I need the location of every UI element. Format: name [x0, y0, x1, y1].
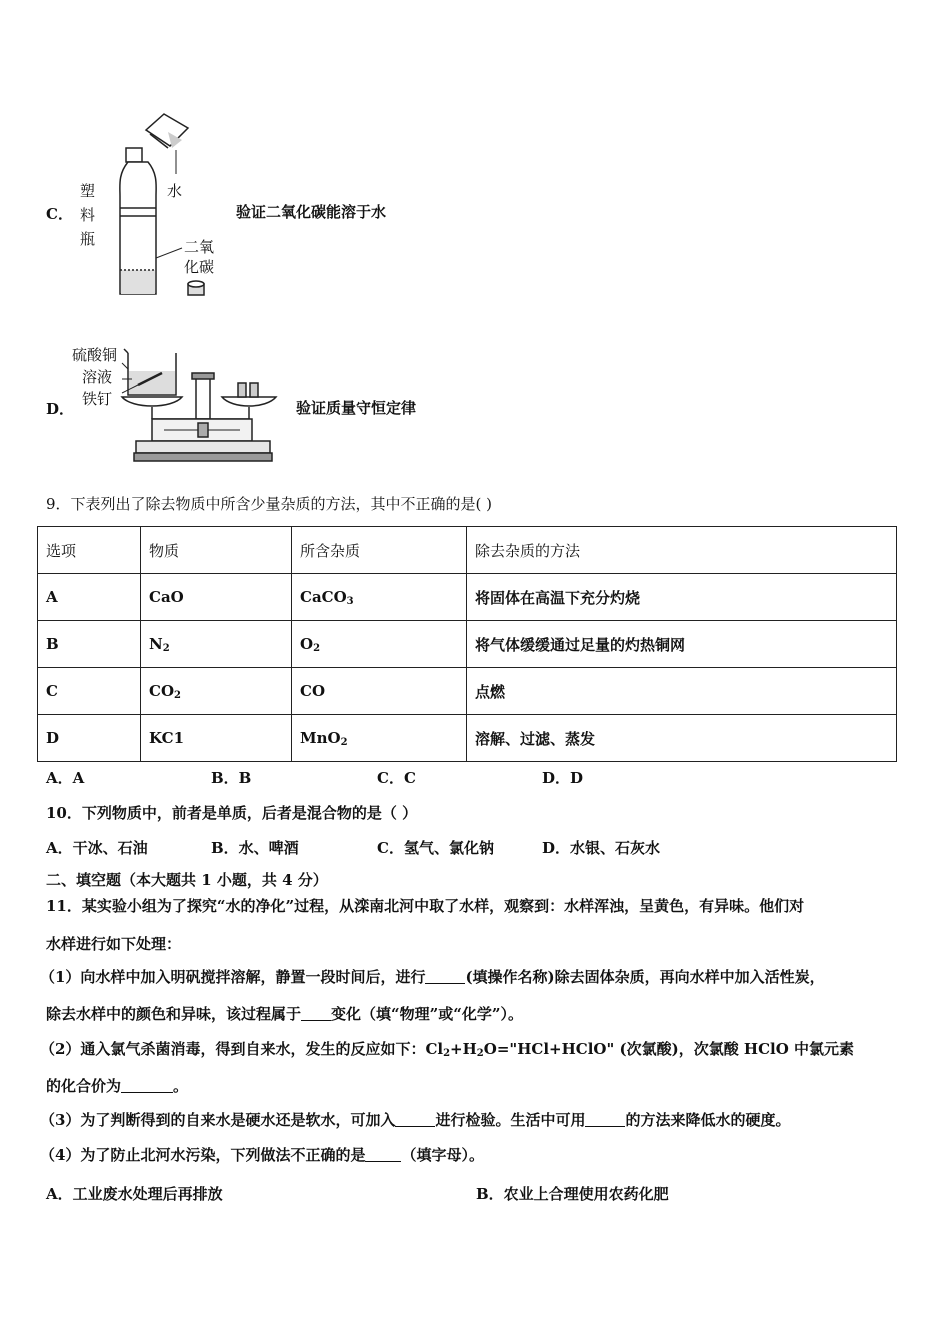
q9-choice-d: D．D [542, 769, 584, 787]
cell-option: C [38, 668, 141, 715]
cell-impurity: CO [292, 668, 467, 715]
answer-blank-6[interactable] [365, 1147, 401, 1162]
header-substance: 物质 [141, 527, 292, 574]
cell-substance: $N_2$ [141, 621, 292, 668]
answer-blank-3[interactable] [121, 1078, 173, 1093]
table-row [38, 574, 897, 621]
bottle-label-2: 料 [80, 206, 96, 224]
label-iron-nail: 铁钉 [82, 390, 113, 408]
table-row [38, 715, 897, 762]
cell-method: 将气体缓缓通过足量的灼热铜网 [467, 621, 897, 668]
co2-label-2: 化碳 [184, 258, 215, 276]
header-impurity: 所含杂质 [292, 527, 467, 574]
cell-impurity: CaCO$_3$ [292, 574, 467, 621]
q9-stem: 9．下表列出了除去物质中所含少量杂质的方法，其中不正确的是( ) [46, 495, 493, 513]
cell-option: D [38, 715, 141, 762]
q11-part-3: （3）为了判断得到的自来水是硬水还是软水，可加入 进行检验。生活中可用 的方法来降低水的硬度。 [40, 1111, 791, 1129]
label-solution: 溶液 [82, 368, 113, 386]
q11-line-1: 11．某实验小组为了探究“水的净化”过程，从滦南北河中取了水样，观察到：水样浑浊，呈黄色，有异味。他们对 [46, 897, 805, 915]
option-d-label: D． [46, 400, 75, 418]
q11-choice-b: B．农业上合理使用农药化肥 [476, 1185, 669, 1203]
header-option: 选项 [38, 527, 141, 574]
co2-label-1: 二氧 [184, 238, 215, 256]
q9-choice-a: A．A [46, 769, 85, 787]
answer-blank-1[interactable] [425, 969, 465, 984]
option-c-label: C． [46, 205, 73, 223]
section-2-title: 二、填空题（本大题共 1 小题，共 4 分） [46, 871, 328, 889]
table-header-row [38, 527, 897, 574]
option-c-caption: 验证二氧化碳能溶于水 [236, 203, 387, 221]
cell-method: 溶解、过滤、蒸发 [467, 715, 897, 762]
q11-part-2-line-2: 的化合价为 。 [46, 1077, 189, 1095]
table-row [38, 621, 897, 668]
q11-part-1-line-1: （1）向水样中加入明矾搅拌溶解，静置一段时间后，进行 (填操作名称)除去固体杂质，再向水样中加入活性炭， [40, 968, 825, 986]
q9-choice-b: B．B [211, 769, 252, 787]
q10-choice-c: C．氢气、氯化钠 [377, 839, 494, 857]
cell-method: 点燃 [467, 668, 897, 715]
q11-choice-a: A．工业废水处理后再排放 [46, 1185, 223, 1203]
answer-blank-4[interactable] [395, 1112, 435, 1127]
bottle-label-1: 塑 [80, 182, 96, 200]
q10-stem: 10．下列物质中，前者是单质，后者是混合物的是（ ） [46, 804, 418, 822]
bottle-label-3: 瓶 [80, 230, 96, 248]
cell-substance: KC1 [141, 715, 292, 762]
q11-line-2: 水样进行如下处理： [46, 935, 182, 953]
q10-choice-a: A．干冰、石油 [46, 839, 148, 857]
q10-choice-d: D．水银、石灰水 [542, 839, 661, 857]
q10-choice-b: B．水、啤酒 [211, 839, 299, 857]
answer-blank-2[interactable] [301, 1006, 331, 1021]
cell-impurity: MnO$_2$ [292, 715, 467, 762]
header-method: 除去杂质的方法 [467, 527, 897, 574]
q9-table [37, 526, 897, 762]
option-d-caption: 验证质量守恒定律 [296, 399, 417, 417]
cell-option: B [38, 621, 141, 668]
q9-choice-c: C．C [377, 769, 416, 787]
cell-method: 将固体在高温下充分灼烧 [467, 574, 897, 621]
cell-substance: CaO [141, 574, 292, 621]
label-copper-sulfate: 硫酸铜 [72, 346, 118, 364]
cell-option: A [38, 574, 141, 621]
q11-part-4: （4）为了防止北河水污染，下列做法不正确的是 （填字母）。 [40, 1146, 484, 1164]
cell-substance: $CO_2$ [141, 668, 292, 715]
cell-impurity: $O_2$ [292, 621, 467, 668]
table-row [38, 668, 897, 715]
water-label: 水 [167, 182, 183, 200]
q11-part-2-line-1: （2）通入氯气杀菌消毒，得到自来水，发生的反应如下：$Cl_2+H_2O="HCl+HClO$" (次氯酸)，次氯酸 HClO 中氯元素 [40, 1040, 855, 1059]
answer-blank-5[interactable] [585, 1112, 625, 1127]
q11-part-1-line-2: 除去水样中的颜色和异味，该过程属于 变化（填“物理”或“化学”）。 [46, 1005, 524, 1023]
